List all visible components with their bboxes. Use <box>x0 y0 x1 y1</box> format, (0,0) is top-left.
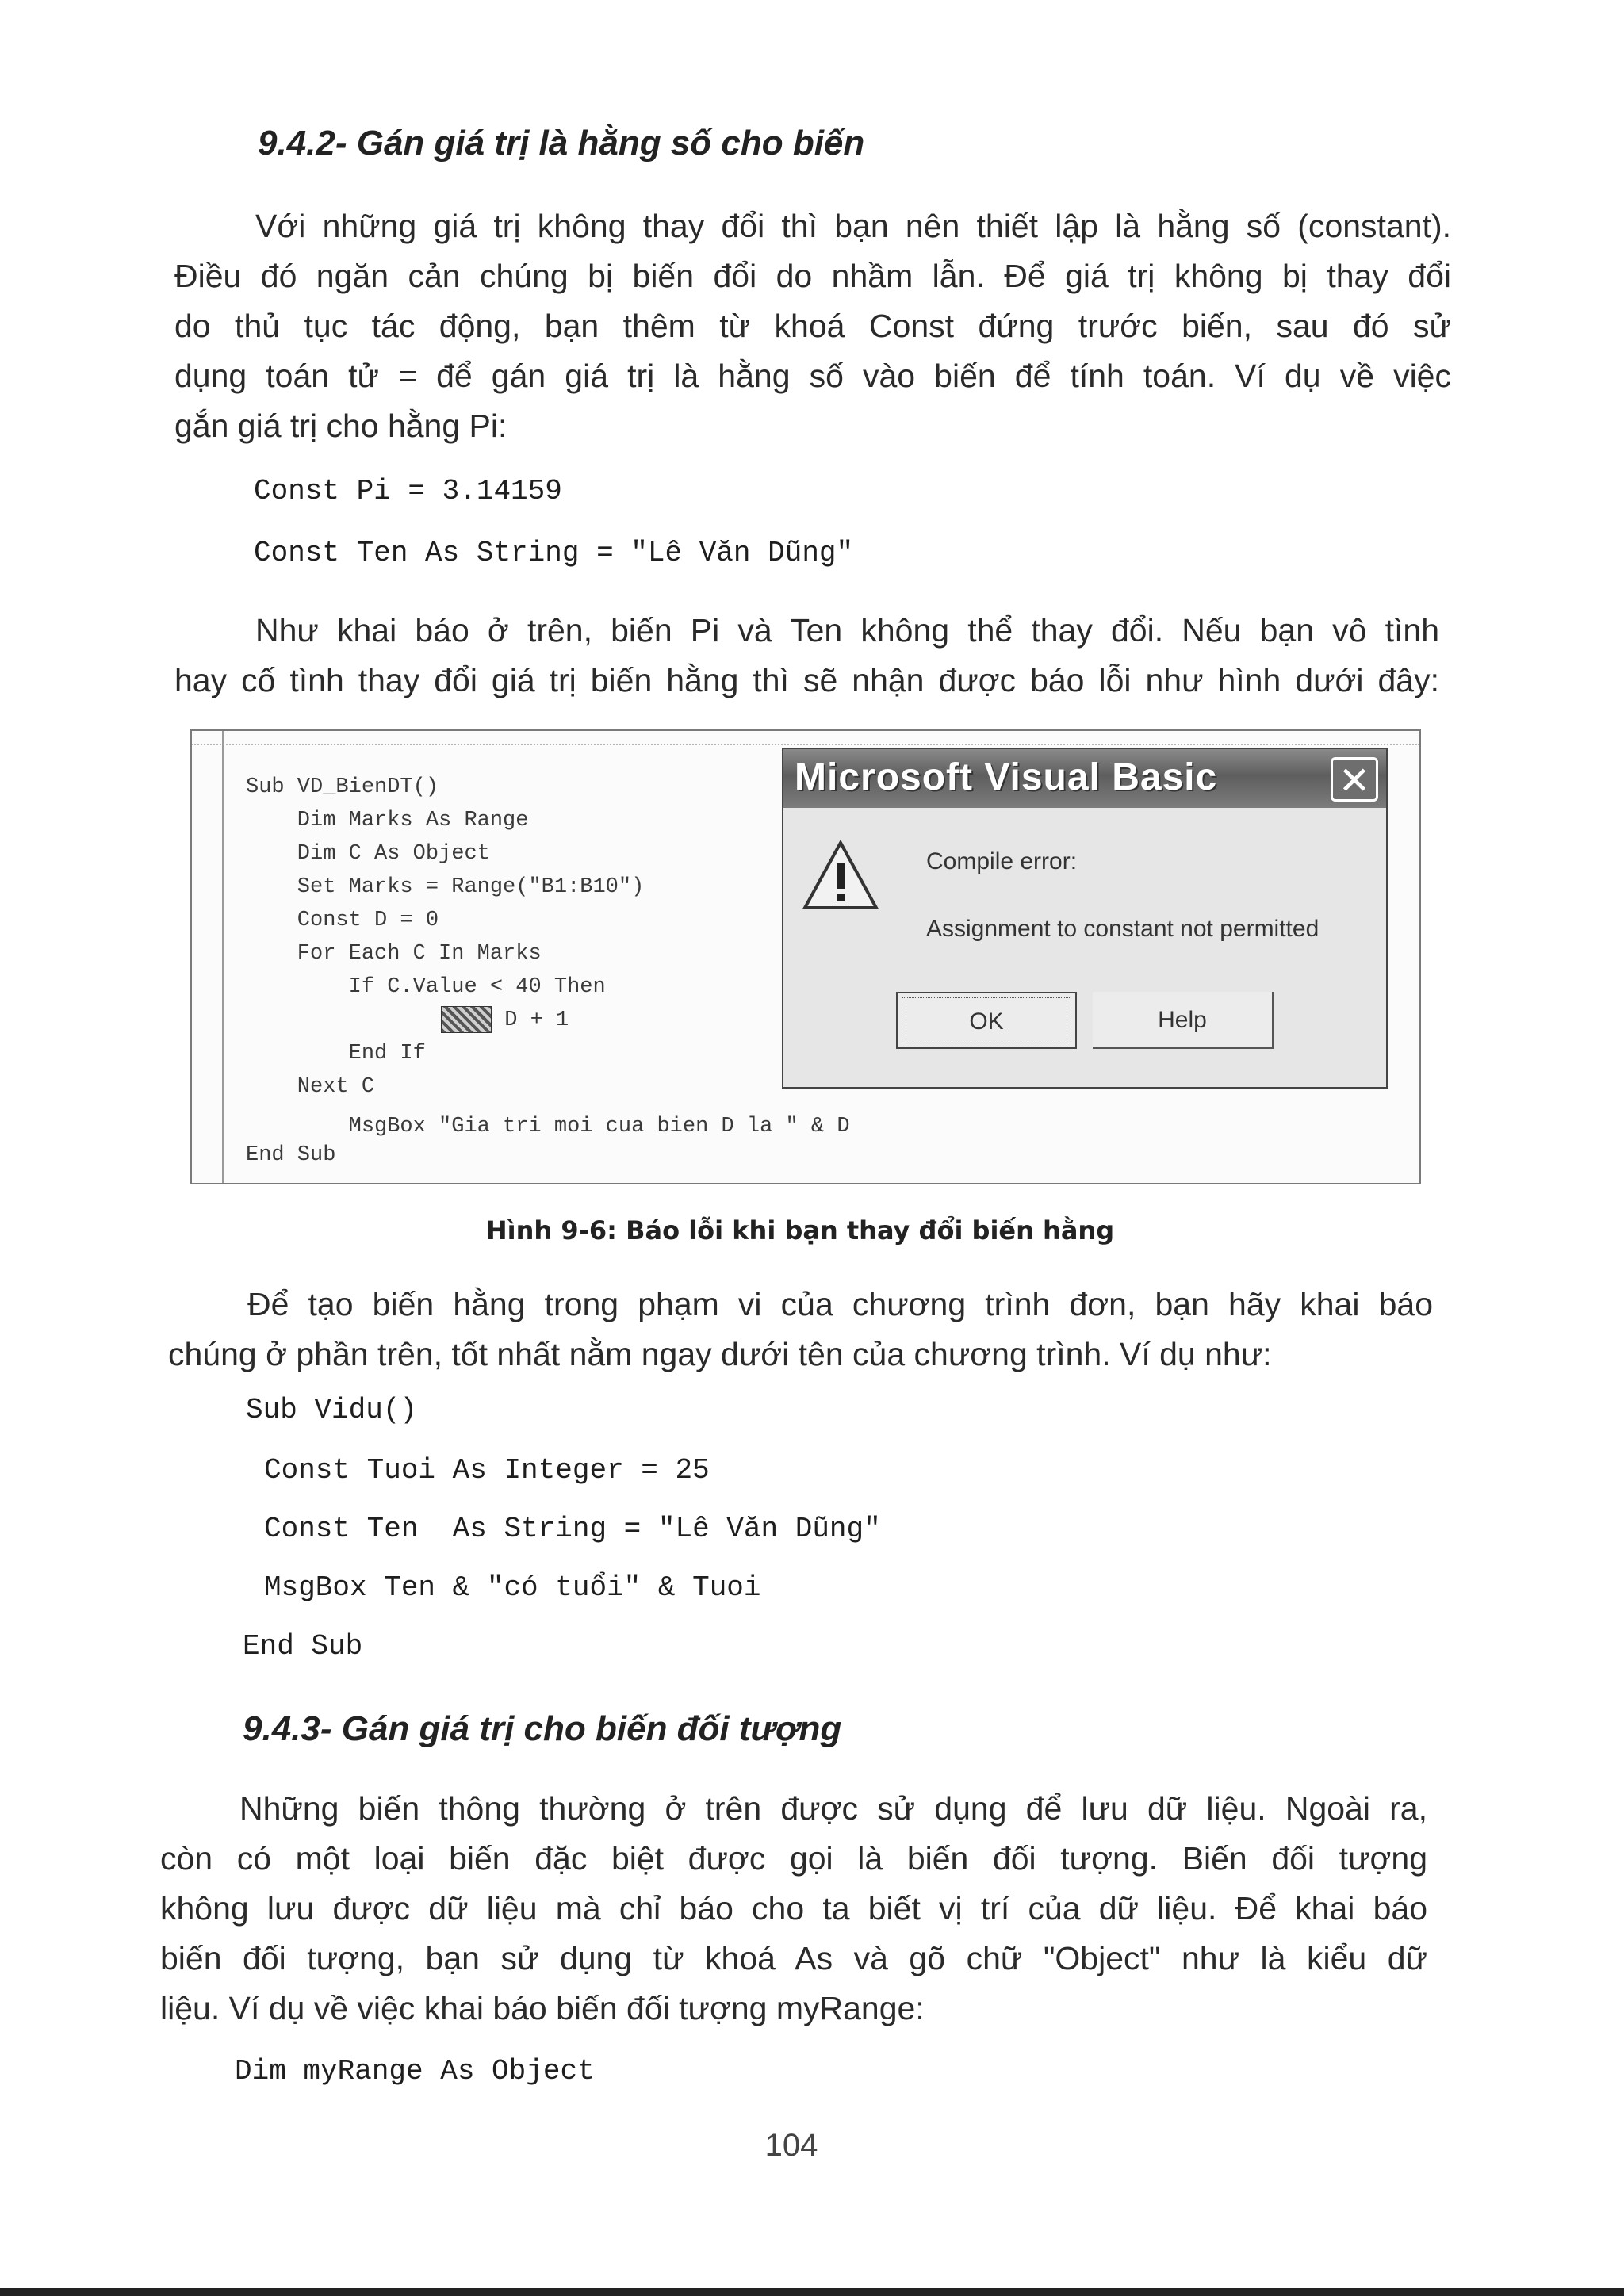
error-message-text: Assignment to constant not permitted <box>926 916 1320 942</box>
vba-code-line-highlighted <box>441 1004 569 1037</box>
section-heading-9-4-3: 9.4.3- Gán giá trị cho biến đối tượng <box>243 1709 842 1748</box>
figure-border-line <box>192 744 1419 746</box>
close-button[interactable]: ✕ <box>1331 757 1378 802</box>
paragraph-line: không lưu được dữ liệu mà chỉ báo cho ta biết vị trí của dữ liệu. Để khai báo <box>160 1890 1427 1927</box>
paragraph-line: dụng toán tử = để gán giá trị là hằng số vào biến để tính toán. Ví dụ về việc <box>174 358 1451 394</box>
selected-variable-highlight <box>441 1006 492 1033</box>
figure-caption: Hình 9-6: Báo lỗi khi bạn thay đổi biến hằng <box>485 1215 1115 1246</box>
dialog-title: Microsoft Visual Basic <box>795 756 1218 798</box>
code-line: Const Pi = 3.14159 <box>254 475 562 507</box>
paragraph-line: Điều đó ngăn cản chúng bị biến đổi do nhầm lẫn. Để giá trị không bị thay đổi <box>174 258 1451 294</box>
page-number: 104 <box>764 2128 818 2163</box>
code-line: Const Ten As String = "Lê Văn Dũng" <box>254 537 854 569</box>
paragraph-line: còn có một loại biến đặc biệt được gọi là biến đối tượng. Biến đối tượng <box>160 1840 1427 1877</box>
code-line: Const Ten As String = "Lê Văn Dũng" <box>264 1513 881 1545</box>
paragraph-line: gắn giá trị cho hằng Pi: <box>174 408 508 444</box>
vba-code-line: End Sub <box>246 1143 336 1167</box>
paragraph-line: Như khai báo ở trên, biến Pi và Ten không thể thay đổi. Nếu bạn vô tình <box>255 612 1439 649</box>
paragraph-object-variables <box>160 1784 1427 2034</box>
vba-code-line: Next C <box>246 1075 375 1099</box>
warning-icon <box>801 836 880 920</box>
dialog-titlebar <box>783 749 1386 808</box>
paragraph-line: Để tạo biến hằng trong phạm vi của chương trình đơn, bạn hãy khai báo <box>247 1286 1433 1322</box>
paragraph-constants-intro <box>174 201 1451 451</box>
vba-code-line: Const D = 0 <box>246 909 439 932</box>
paragraph-line: Những biến thông thường ở trên được sử dụng để lưu dữ liệu. Ngoài ra, <box>239 1790 1427 1827</box>
code-line: MsgBox Ten & "có tuổi" & Tuoi <box>264 1571 761 1604</box>
paragraph-line: hay cố tình thay đổi giá trị biến hằng thì sẽ nhận được báo lỗi như hình dưới đây: <box>174 662 1439 698</box>
vba-code-line: MsgBox "Gia tri moi cua bien D la " & D <box>246 1115 850 1138</box>
vba-code-line: For Each C In Marks <box>246 942 542 966</box>
editor-gutter <box>222 731 224 1183</box>
vba-code-line: Dim C As Object <box>246 842 490 866</box>
ok-button[interactable]: OK <box>896 992 1077 1049</box>
paragraph-constant-error <box>174 606 1439 706</box>
code-line: Const Tuoi As Integer = 25 <box>264 1454 710 1487</box>
paragraph-local-constants <box>168 1280 1433 1380</box>
help-button[interactable]: Help <box>1093 992 1274 1049</box>
paragraph-line: biến đối tượng, bạn sử dụng từ khoá As và gõ chữ "Object" như là kiểu dữ <box>160 1940 1427 1976</box>
error-title-text: Compile error: <box>926 848 1078 874</box>
vba-code-line: Dim Marks As Range <box>246 809 529 832</box>
vba-code-line: If C.Value < 40 Then <box>246 975 606 999</box>
error-dialog <box>782 748 1388 1089</box>
paragraph-line: chúng ở phần trên, tốt nhất nằm ngay dưới tên của chương trình. Ví dụ như: <box>168 1336 1272 1372</box>
vba-code-line: Sub VD_BienDT() <box>246 775 439 799</box>
paragraph-line: liệu. Ví dụ về việc khai báo biến đối tượng myRange: <box>160 1990 925 2026</box>
vba-code-line: Set Marks = Range("B1:B10") <box>246 875 645 899</box>
vba-code-line: End If <box>246 1042 426 1066</box>
code-line: Dim myRange As Object <box>235 2055 595 2087</box>
code-line: End Sub <box>243 1630 363 1663</box>
section-heading-9-4-2: 9.4.2- Gán giá trị là hằng số cho biến <box>258 124 865 163</box>
paragraph-line: Với những giá trị không thay đổi thì bạn nên thiết lập là hằng số (constant). <box>255 208 1451 244</box>
scan-edge <box>0 2288 1624 2296</box>
vba-code-fragment: D + 1 <box>504 1008 569 1032</box>
code-line: Sub Vidu() <box>246 1394 418 1426</box>
paragraph-line: do thủ tục tác động, bạn thêm từ khoá Const đứng trước biến, sau đó sử <box>174 308 1451 344</box>
